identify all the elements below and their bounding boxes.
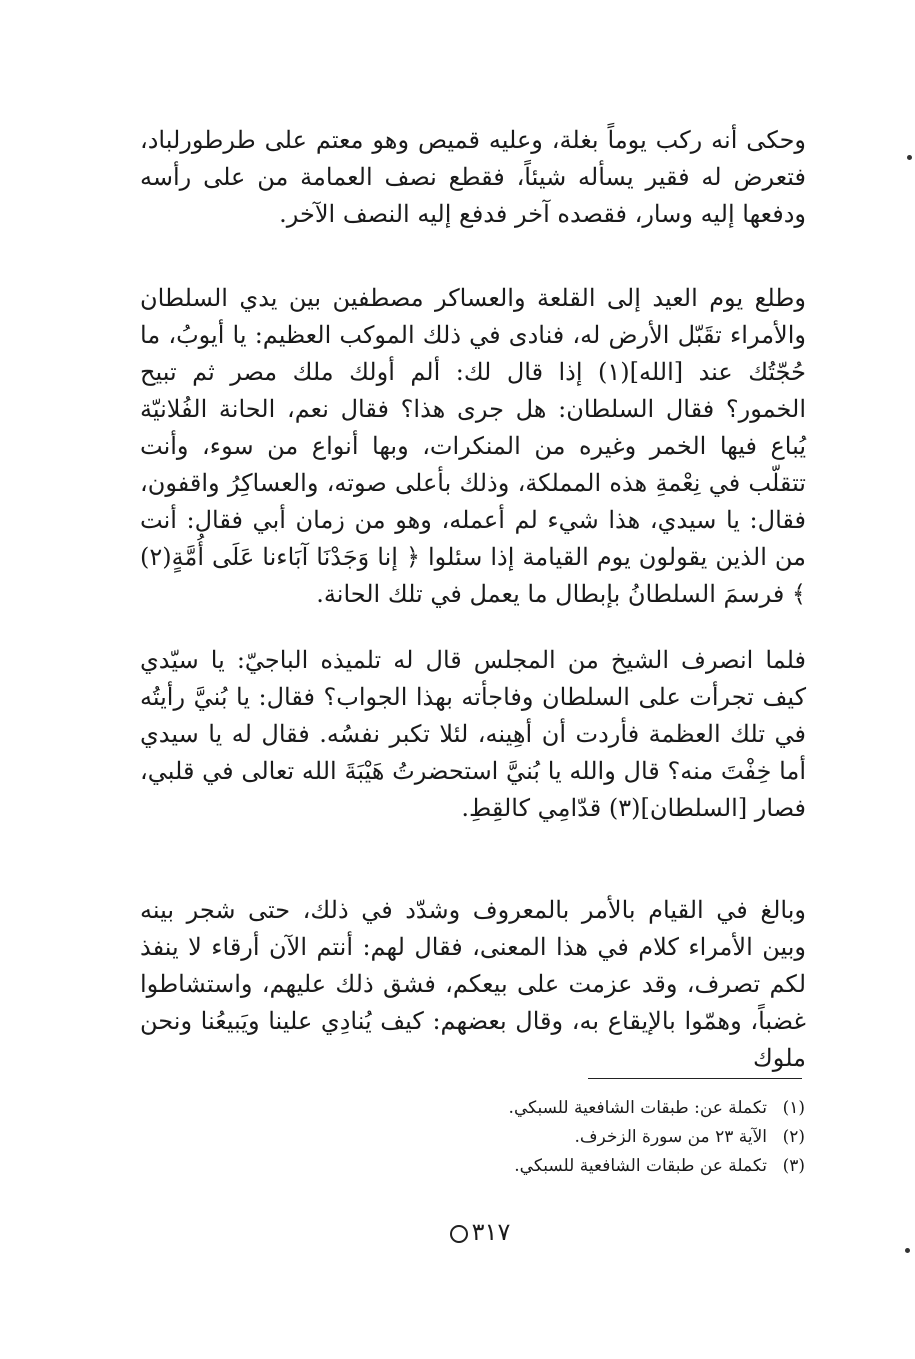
scan-speck	[907, 155, 912, 160]
paragraph-3: فلما انصرف الشيخ من المجلس قال له تلميذه الباجيّ: يا سيّدي كيف تجرأت على السلطان وفاجأته بهذا الجواب؟ فقال: يا بُنيَّ رأيتُه في تلك العظمة فأردت أن أهِينه، لئلا تكبر نفسُه. فقال له يا سيدي أما خِفْتَ منه؟ قال والله يا بُنيَّ استحضرتُ هَيْبَةَ الله تعالى في قلبي، فصار [السلطان](٣) قدّامِي كالقِطِ.	[140, 646, 806, 822]
footnote-text: الآية ٢٣ من سورة الزخرف.	[574, 1127, 767, 1147]
footnote-number: (٣)	[782, 1156, 805, 1176]
footnote-text: تكملة عن: طبقات الشافعية للسبكي.	[508, 1098, 767, 1118]
page-number-value: ٣١٧	[471, 1218, 511, 1246]
footnote-number: (١)	[782, 1098, 805, 1118]
footnote-number: (٢)	[782, 1127, 805, 1147]
footnote-1	[420, 1094, 805, 1123]
paragraph-2: وطلع يوم العيد إلى القلعة والعساكر مصطفين بين يدي السلطان والأمراء تقَبّل الأرض له، فنادى في ذلك الموكب العظيم: يا أيوبُ، ما حُجّتُك عند [الله](١) إذا قال لك: ألم أولك ملك مصر ثم تبيح الخمور؟ فقال السلطان: هل جرى هذا؟ فقال نعم، الحانة الفُلانيّة يُباع فيها الخمر وغيره من المنكرات، وبها أنواع من سوء، وأنت تتقلّب في نِعْمةِ هذه المملكة، وذلك بأعلى صوته، والعساكِرُ واقفون، فقال: يا سيدي، هذا شيء لم أعمله، وهو من زمان أبي فقال: أنت من الذين يقولون يوم القيامة إذا سئلوا ﴿ إنا وَجَدْنَا آبَاءنا عَلَى أُمَّةٍ(٢) ﴾ فرسمَ السلطانُ بإبطال ما يعمل في تلك الحانة.	[140, 284, 807, 608]
page-ornament-icon	[450, 1225, 468, 1243]
scan-speck	[905, 1248, 910, 1253]
footnote-divider	[588, 1078, 802, 1079]
footnote-text: تكملة عن طبقات الشافعية للسبكي.	[514, 1156, 767, 1176]
footnote-3	[420, 1152, 805, 1181]
footnotes	[420, 1094, 805, 1181]
paragraph-1: وحكى أنه ركب يوماً بغلة، وعليه قميص وهو معتم على طرطورلباد، فتعرض له فقير يسأله شيئاً، فقطع نصف العمامة من على رأسه ودفعها إليه وسار، فقصده آخر فدفع إليه النصف الآخر.	[140, 126, 806, 228]
footnote-2	[420, 1123, 805, 1152]
paragraph-4: وبالغ في القيام بالأمر بالمعروف وشدّد في ذلك، حتى شجر بينه وبين الأمراء كلام في هذا المعنى، فقال لهم: أنتم الآن أرقاء لا ينفذ لكم تصرف، وقد عزمت على بيعكم، فشق ذلك عليهم، واستشاطوا غضباً، وهمّوا بالإيقاع به، وقال بعضهم: كيف يُنادِي علينا ويَبيعُنا ونحن ملوك	[140, 896, 806, 1072]
page-number	[420, 1218, 540, 1246]
